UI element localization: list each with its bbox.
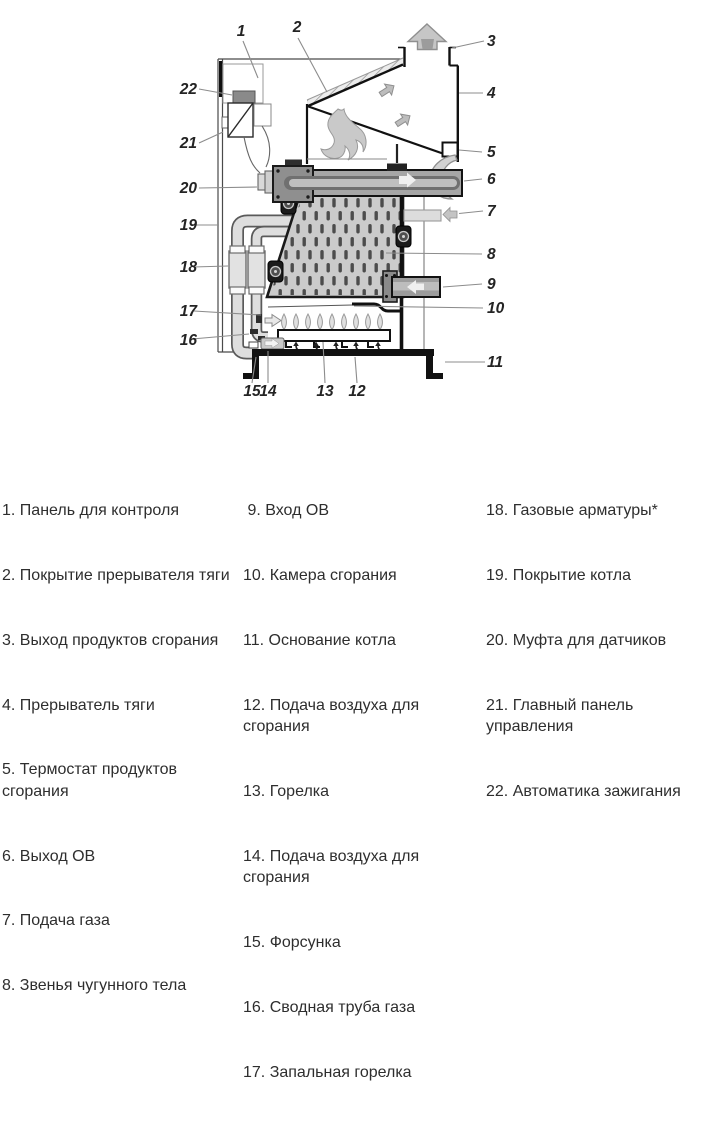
leader-7 <box>459 211 483 214</box>
boiler-base <box>243 349 443 379</box>
callout-21: 21 <box>179 135 197 152</box>
flame-icon <box>321 109 366 160</box>
legend-item: 7. Подача газа <box>2 912 110 930</box>
water-outlet-assembly <box>258 144 462 202</box>
legend-item: 1. Панель для контроля <box>2 502 179 520</box>
ignition-module-box <box>233 91 255 103</box>
burner <box>261 330 390 351</box>
clamp <box>268 261 283 282</box>
callout-13: 13 <box>316 383 334 400</box>
nozzle <box>249 342 258 348</box>
legend-item: 4. Прерыватель тяги <box>2 696 155 714</box>
callout-11: 11 <box>487 354 504 371</box>
leader-5 <box>459 150 482 152</box>
leader-9 <box>443 284 482 287</box>
flue-arrow-icon <box>408 24 446 50</box>
burner-flames <box>282 314 383 330</box>
aux-box <box>254 104 271 126</box>
callout-18: 18 <box>179 259 197 276</box>
callout-6: 6 <box>487 171 496 188</box>
legend-item: 11. Основание котла <box>243 631 396 649</box>
callout-10: 10 <box>487 300 505 317</box>
legend-item: 19. Покрытие котла <box>486 566 632 584</box>
gas-supply-pipe <box>404 208 457 222</box>
flow-arrow-icon <box>393 110 413 130</box>
callout-16: 16 <box>179 332 197 349</box>
legend-item: 21. Главный панель управления <box>486 696 638 736</box>
legend-item: 9. Вход ОВ <box>243 502 329 520</box>
air-feed-unit <box>261 338 284 349</box>
legend-column-2 <box>243 457 483 1126</box>
leader-13 <box>323 342 325 383</box>
leader-6 <box>464 179 482 181</box>
flow-arrow-icon <box>377 80 397 100</box>
callout-17: 17 <box>179 303 197 320</box>
legend-item: 8. Звенья чугунного тела <box>2 977 187 995</box>
gas-in-arrow-icon <box>443 208 457 222</box>
manifold-part <box>250 329 258 334</box>
callout-9: 9 <box>487 276 496 293</box>
draft-hood <box>307 24 458 164</box>
callout-1: 1 <box>236 23 246 40</box>
legend-item: 5. Термостат продуктов сгорания <box>2 761 182 800</box>
gas-valves <box>229 246 265 294</box>
callout-20: 20 <box>179 180 197 197</box>
leader-20 <box>199 187 257 188</box>
legend-item: 18. Газовые арматуры* <box>486 502 658 520</box>
legend-item: 6. Выход ОВ <box>2 847 96 865</box>
control-panel-assembly <box>223 64 271 173</box>
callout-8: 8 <box>487 246 496 263</box>
clamp <box>396 226 411 247</box>
legend-item: 22. Автоматика зажигания <box>486 782 681 800</box>
legend-item: 15. Форсунка <box>243 934 341 952</box>
leader-21 <box>199 132 223 143</box>
legend-item: 17. Запальная горелка <box>243 1063 412 1081</box>
legend-column-3 <box>486 457 716 846</box>
leader-10 <box>354 306 483 308</box>
leader-2 <box>298 38 327 92</box>
boiler-diagram <box>0 0 700 455</box>
callout-4: 4 <box>487 85 496 102</box>
callout-3: 3 <box>487 33 496 50</box>
legend-item: 20. Муфта для датчиков <box>486 631 667 649</box>
legend-item: 13. Горелка <box>243 782 330 800</box>
callout-14: 14 <box>259 383 277 400</box>
legend-item: 14. Подача воздуха для сгорания <box>243 847 424 887</box>
pilot-arrow-icon <box>265 315 281 327</box>
sensor-wire <box>244 137 260 173</box>
leader-3 <box>452 41 484 48</box>
callout-15: 15 <box>243 383 261 400</box>
callout-2: 2 <box>292 19 302 36</box>
callout-19: 19 <box>179 217 197 234</box>
sensor-wire <box>262 126 270 167</box>
callout-7: 7 <box>487 203 496 220</box>
legend-item: 12. Подача воздуха для сгорания <box>243 696 424 736</box>
water-inlet-pipe <box>383 271 440 302</box>
callout-5: 5 <box>487 144 496 161</box>
legend-item: 16. Сводная труба газа <box>243 998 416 1016</box>
callout-12: 12 <box>348 383 366 400</box>
legend-item: 10. Камера сгорания <box>243 566 397 584</box>
legend-item: 3. Выход продуктов сгорания <box>2 631 219 649</box>
leader-12 <box>355 357 357 383</box>
legend-column-1 <box>2 457 234 1040</box>
legend-item: 2. Покрытие прерывателя тяги <box>2 566 230 584</box>
callout-22: 22 <box>179 81 197 98</box>
